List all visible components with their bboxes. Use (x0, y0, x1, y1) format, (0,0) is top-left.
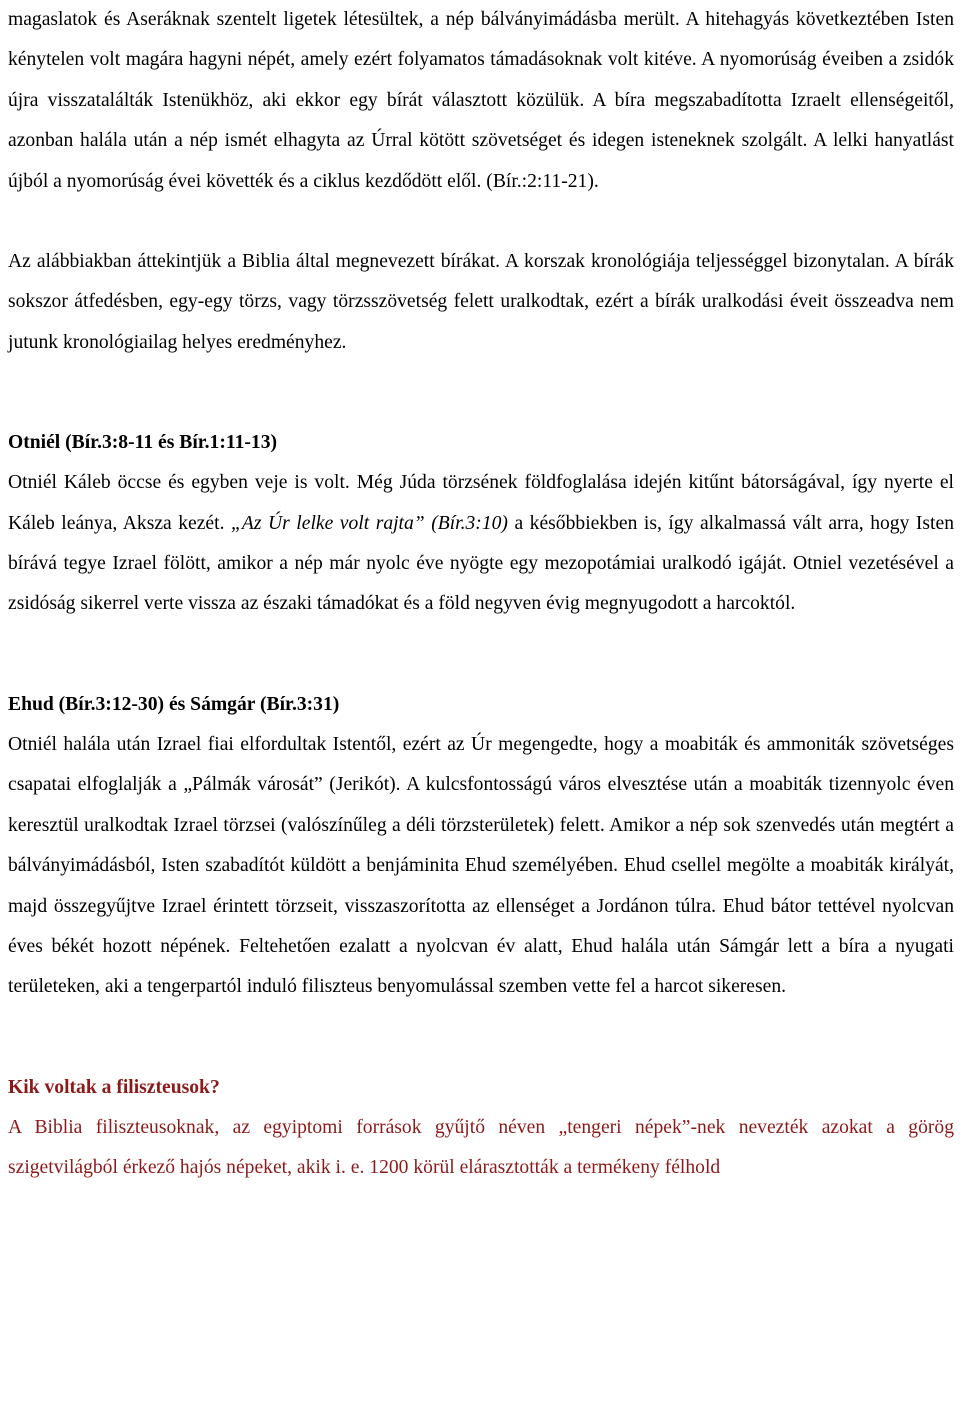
intro-paragraph-2: Az alábbiakban áttekintjük a Biblia által megnevezett bírákat. A korszak kronológiája teljességgel bizonytalan. A bírák sokszor átfedésben, egy-egy törzs, vagy törzsszövetség felett uralkodtak, ezért a bírák uralkodási éveit összeadva nem jutunk kronológiailag helyes eredményhez. (8, 251, 954, 353)
ehud-paragraph: Otniél halála után Izrael fiai elfordultak Istentől, ezért az Úr megengedte, hogy a moabiták és ammoniták szövetséges csapatai elfoglalják a „Pálmák városát” (Jerikót). A kulcsfontosságú város elvesztése után a moabiták tizennyolc éven keresztül uralkodtak Izrael törzsei (valószínűleg a déli törzsterületek) felett. Amikor a nép sok szenvedés után megtért a bálványimádásból, Isten szabadítót küldött a benjáminita Ehud személyében. Ehud csellel megölte a moabiták királyát, majd összegyűjtve Izrael érintett törzseit, visszaszorította az ellenséget a Jordánon túlra. Ehud bátor tettével nyolcvan éves békét hozott népének. Feltehetően ezalatt a nyolcvan év alatt, Ehud halála után Sámgár lett a bíra a nyugati területeken, aki a tengerpartól induló filiszteus benyomulással szemben vette fel a harcot sikeresen. (8, 733, 954, 998)
filiszteus-paragraph: A Biblia filiszteusoknak, az egyiptomi források gyűjtő néven „tengeri népek”-nek nevezték azokat a görög szigetvilágból érkező hajós népeket, akik i. e. 1200 körül elárasztották a termékeny félhold (8, 1116, 954, 1179)
spacer (8, 625, 954, 685)
spacer (8, 1008, 954, 1068)
document-page (8, 0, 954, 1189)
otniel-text-after: a későbbiekben is, így alkalmassá vált arra, hogy Isten bírává tegye Izrael fölött, amikor a nép már nyolc éve nyögte egy mezopotámiai uralkodó igáját. Otniel vezetésével a zsidóság sikerrel verte vissza az északi támadókat és a föld negyven évig megnyugodott a harcoktól. (8, 512, 954, 615)
spacer (8, 202, 954, 242)
intro-paragraph-1: magaslatok és Aseráknak szentelt ligetek létesültek, a nép bálványimádásba merült. A hitehagyás következtében Isten kénytelen volt magára hagyni népét, amely ezért folyamatos támadásoknak volt kitéve. A nyomorúság éveiben a zsidók újra visszatalálták Istenükhöz, aki ekkor egy bírát választott közülük. A bíra megszabadította Izraelt ellenségeitől, azonban halála után a nép ismét elhagyta az Úrral kötött szövetséget és idegen isteneknek szolgált. A lelki hanyatlást újból a nyomorúság évei követték és a ciklus kezdődött elől. (Bír.:2:11-21). (8, 9, 954, 192)
filiszteus-heading: Kik voltak a filiszteusok? (8, 1076, 220, 1098)
otniel-heading: Otniél (Bír.3:8-11 és Bír.1:11-13) (8, 432, 278, 454)
otniel-paragraph (8, 463, 954, 625)
ehud-heading: Ehud (Bír.3:12-30) és Sámgár (Bír.3:31) (8, 693, 340, 715)
spacer (8, 363, 954, 423)
otniel-text-before: Otniél Káleb öccse és egyben veje is volt. Még Júda törzsének földfoglalása idején kitűnt bátorságával, így nyerte el Káleb leánya, Aksza kezét. (8, 472, 954, 534)
otniel-quote: „Az Úr lelke volt rajta” (Bír.3:10) (231, 512, 508, 534)
